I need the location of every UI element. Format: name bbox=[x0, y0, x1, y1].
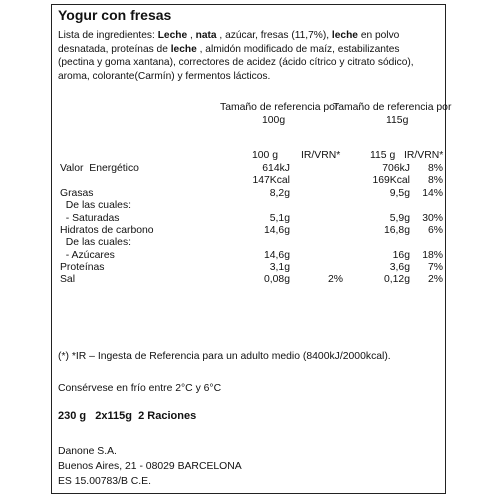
nutrition-cell-v1: 14,6g bbox=[263, 250, 290, 261]
nutrition-cell-ir2: 30% bbox=[422, 213, 443, 224]
nutrition-cell-label: Hidratos de carbono bbox=[60, 225, 154, 236]
nutrition-cell-v2: 9,5g bbox=[389, 188, 410, 199]
allergen-text: nata bbox=[195, 30, 217, 41]
nutrition-cell-label: Proteínas bbox=[60, 262, 105, 273]
ref-header-100g-line1: Tamaño de referencia por bbox=[220, 102, 339, 113]
nutrition-cell-ir2: 6% bbox=[427, 225, 443, 236]
nutrition-cell-v2: 16,8g bbox=[383, 225, 410, 236]
allergen-text: leche bbox=[170, 43, 197, 55]
nutrition-cell-v2: 169Kcal bbox=[372, 175, 410, 186]
nutrition-cell-label: Sal bbox=[60, 274, 76, 285]
footnote: (*) *IR – Ingesta de Referencia para un adulto medio (8400kJ/2000kcal). bbox=[58, 351, 391, 362]
nutrition-cell-v2: 706kJ bbox=[382, 163, 410, 174]
nutrition-cell-v1: 5,1g bbox=[269, 213, 290, 224]
nutrition-cell-v1: 0,08g bbox=[263, 274, 290, 285]
nutrition-cell-ir2: 8% bbox=[427, 175, 443, 186]
col-header-115g: 115 g bbox=[370, 150, 396, 161]
company-registry: ES 15.00783/B C.E. bbox=[58, 476, 151, 487]
nutrition-cell-label: - Azúcares bbox=[60, 250, 115, 261]
nutrition-cell-v1: 614kJ bbox=[262, 163, 290, 174]
ingredient-text: en polvo desnatada, proteínas de bbox=[58, 30, 400, 55]
ingredient-text: , bbox=[187, 30, 196, 41]
nutrition-cell-v1: 147Kcal bbox=[252, 175, 290, 186]
col-header-ir2: IR/VRN* bbox=[404, 150, 444, 161]
col-header-100g: 100 g bbox=[252, 150, 279, 161]
nutrition-cell-v1: 8,2g bbox=[269, 188, 290, 199]
nutrition-cell-label: De las cuales: bbox=[60, 200, 132, 211]
allergen-text: Leche bbox=[157, 30, 188, 41]
product-title: Yogur con fresas bbox=[58, 7, 172, 23]
ingredients-list bbox=[58, 29, 438, 84]
nutrition-cell-v2: 16g bbox=[392, 250, 410, 261]
nutrition-cell-ir2: 8% bbox=[427, 163, 443, 174]
ingredient-text: , azúcar, fresas (11,7%), bbox=[216, 30, 332, 41]
nutrition-cell-label: De las cuales: bbox=[60, 237, 132, 248]
nutrition-cell-v1: 3,1g bbox=[269, 262, 290, 273]
storage-instructions: Consérvese en frío entre 2°C y 6°C bbox=[58, 383, 222, 394]
ingredient-text: Lista de ingredientes: bbox=[58, 30, 158, 41]
package-size: 230 g 2x115g 2 Raciones bbox=[58, 410, 197, 422]
col-header-ir1: IR/VRN* bbox=[301, 150, 341, 161]
company-address: Buenos Aires, 21 - 08029 BARCELONA bbox=[58, 461, 242, 472]
ref-header-115g-line1: Tamaño de referencia por bbox=[333, 102, 452, 113]
allergen-text: leche bbox=[331, 30, 358, 41]
nutrition-cell-ir2: 7% bbox=[427, 262, 443, 273]
ref-header-100g-line2: 100g bbox=[262, 115, 286, 126]
nutrition-cell-ir2: 2% bbox=[427, 274, 443, 285]
nutrition-cell-label: Valor Energético bbox=[60, 163, 139, 174]
nutrition-cell-v2: 5,9g bbox=[389, 213, 410, 224]
ref-header-115g-line2: 115g bbox=[386, 115, 409, 126]
nutrition-cell-ir1: 2% bbox=[327, 274, 343, 285]
nutrition-cell-ir2: 14% bbox=[422, 188, 443, 199]
nutrition-cell-v2: 0,12g bbox=[383, 274, 410, 285]
nutrition-cell-v2: 3,6g bbox=[389, 262, 410, 273]
nutrition-cell-v1: 14,6g bbox=[263, 225, 290, 236]
ingredient-text: , almidón modificado de maíz, estabilizantes (pectina y goma xantana), correctores de acidez (ácido cítrico y citrato sódico), aroma, colorante(Carmín) y fermentos lácticos. bbox=[58, 43, 414, 83]
nutrition-cell-ir2: 18% bbox=[422, 250, 443, 261]
nutrition-cell-label: - Saturadas bbox=[60, 213, 120, 224]
nutrition-cell-label: Grasas bbox=[60, 188, 94, 199]
company-name: Danone S.A. bbox=[58, 446, 117, 457]
